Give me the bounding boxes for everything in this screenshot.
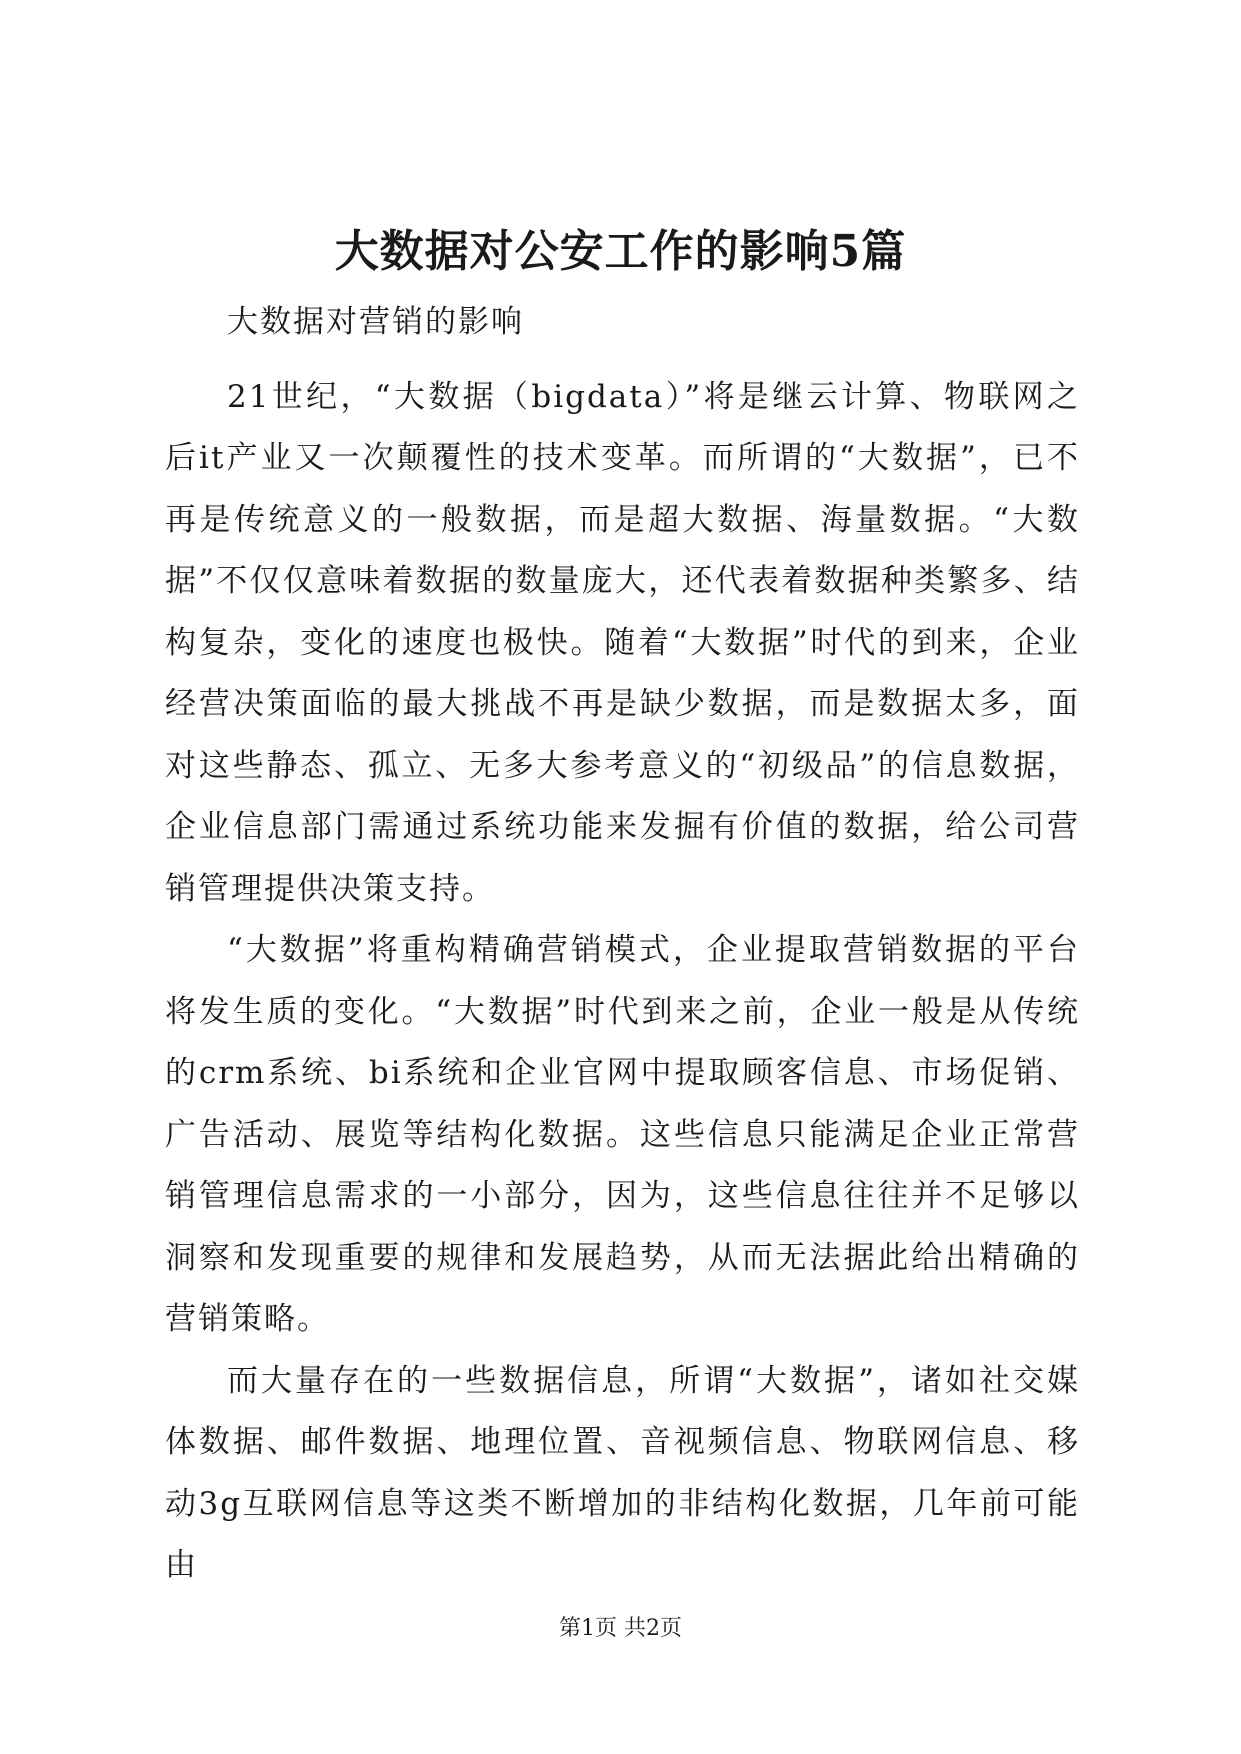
subheading: 大数据对营销的影响	[227, 304, 524, 340]
document-body	[165, 292, 1080, 1597]
paragraph-3: 而大量存在的一些数据信息，所谓“大数据”，诸如社交媒体数据、邮件数据、地理位置、音视频信息、物联网信息、移动3g互联网信息等这类不断增加的非结构化数据，几年前可能由	[165, 1362, 1080, 1583]
document-title: 大数据对公安工作的影响5篇	[334, 226, 907, 277]
page-total: 共2页	[624, 1616, 682, 1641]
page-footer	[0, 1614, 1241, 1644]
page-number: 第1页	[559, 1616, 617, 1641]
paragraph-1: 21世纪，“大数据（bigdata）”将是继云计算、物联网之后it产业又一次颠覆性的技术变革。而所谓的“大数据”，已不再是传统意义的一般数据，而是超大数据、海量数据。“大数据”不仅仅意味着数据的数量庞大，还代表着数据种类繁多、结构复杂，变化的速度也极快。随着“大数据”时代的到来，企业经营决策面临的最大挑战不再是缺少数据，而是数据太多，面对这些静态、孤立、无多大参考意义的“初级品”的信息数据，企业信息部门需通过系统功能来发掘有价值的数据，给公司营销管理提供决策支持。	[165, 378, 1080, 907]
paragraph-2: “大数据”将重构精确营销模式，企业提取营销数据的平台将发生质的变化。“大数据”时代到来之前，企业一般是从传统的crm系统、bi系统和企业官网中提取顾客信息、市场促销、广告活动、展览等结构化数据。这些信息只能满足企业正常营销管理信息需求的一小部分，因为，这些信息往往并不足够以洞察和发现重要的规律和发展趋势，从而无法据此给出精确的营销策略。	[165, 932, 1080, 1337]
